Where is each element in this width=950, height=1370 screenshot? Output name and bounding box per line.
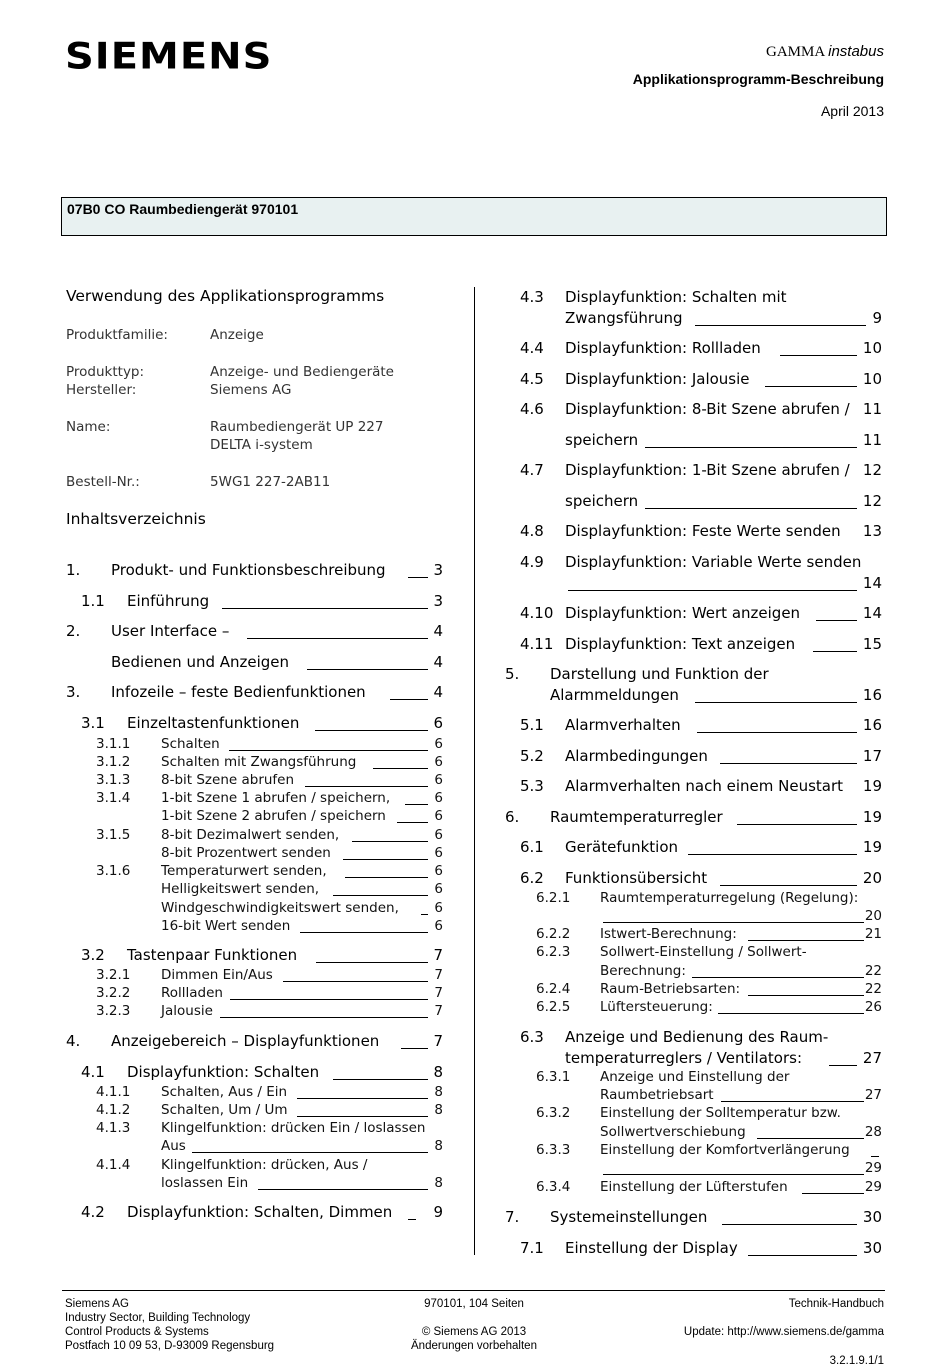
- footer-company: Siemens AG: [65, 1298, 129, 1310]
- toc-entry[interactable]: [0, 430, 950, 450]
- toc-entry-number: 4.11: [520, 635, 554, 653]
- toc-entry-number: 6.3.1: [536, 1069, 571, 1085]
- info-value: Raumbediengerät UP 227: [210, 419, 384, 435]
- toc-entry-title: Displayfunktion: Schalten: [127, 1063, 320, 1081]
- footer-update-link[interactable]: Update: http://www.siemens.de/gamma: [683, 1326, 884, 1338]
- toc-entry-number: 6.3.2: [536, 1105, 571, 1121]
- toc-page-number: 8: [434, 1102, 443, 1118]
- toc-page-number: 27: [864, 1087, 882, 1103]
- toc-entry-title: 1-bit Szene 1 abrufen / speichern,: [161, 790, 391, 806]
- info-label: Produkttyp:: [66, 364, 145, 380]
- document-title: 07B0 CO Raumbediengerät 970101: [67, 201, 299, 217]
- info-value: Anzeige: [210, 327, 264, 343]
- toc-page-number: 7: [434, 985, 443, 1001]
- toc-entry[interactable]: [0, 1207, 950, 1227]
- toc-entry-number: 2.: [66, 622, 81, 640]
- toc-entry-title: Displayfunktion: Schalten mit: [565, 288, 787, 306]
- toc-entry-title: Raumtemperaturregelung (Regelung):: [600, 890, 859, 906]
- toc-page-number: 22: [864, 963, 882, 979]
- toc-entry-number: 4.1.1: [96, 1084, 131, 1100]
- toc-entry[interactable]: [0, 1123, 950, 1141]
- toc-page-number: 14: [862, 604, 882, 622]
- toc-entry-title: Windgeschwindigkeitswert senden,: [161, 900, 399, 916]
- toc-entry-title: Temperaturwert senden,: [161, 863, 327, 879]
- toc-entry-title: Displayfunktion: Variable Werte senden: [565, 553, 862, 571]
- toc-entry[interactable]: [0, 807, 950, 827]
- toc-page-number: 12: [862, 492, 882, 510]
- toc-leader-line: [829, 1065, 857, 1066]
- toc-entry-number: 4.8: [520, 522, 544, 540]
- toc-page-number: 3: [433, 592, 443, 610]
- footer-disclaimer: Änderungen vorbehalten: [411, 1340, 537, 1352]
- toc-leader-line: [737, 824, 857, 825]
- toc-entry-title: Anzeigebereich – Displayfunktionen: [111, 1032, 380, 1050]
- toc-entry-title: temperaturreglers / Ventilators:: [565, 1049, 803, 1067]
- info-label: Bestell-Nr.:: [66, 474, 140, 490]
- toc-entry-title: Anzeige und Einstellung der: [600, 1069, 790, 1085]
- toc-entry-title: Einstellung der Display: [565, 1239, 738, 1257]
- toc-entry-title: Displayfunktion: Jalousie: [565, 370, 750, 388]
- toc-entry[interactable]: [0, 943, 950, 961]
- toc-entry-number: 5.: [505, 665, 520, 683]
- toc-entry-number: 3.2: [81, 946, 105, 964]
- toc-entry-title: loslassen Ein: [161, 1175, 249, 1191]
- toc-leader-line: [748, 995, 864, 996]
- toc-entry-number: 3.2.1: [96, 967, 131, 983]
- toc-entry-title: Raumbetriebsart: [600, 1087, 714, 1103]
- toc-entry[interactable]: [0, 1141, 950, 1159]
- toc-page-number: 13: [862, 522, 882, 540]
- toc-page-number: 6: [434, 754, 443, 770]
- toc-entry-number: 3.1: [81, 714, 105, 732]
- info-value: 5WG1 227-2AB11: [210, 474, 331, 490]
- toc-entry-title: Helligkeitswert senden,: [161, 881, 320, 897]
- toc-entry-title: Displayfunktion: Rollladen: [565, 339, 761, 357]
- toc-entry-title: Alarmverhalten: [565, 716, 681, 734]
- footer-doc-number: 970101, 104 Seiten: [424, 1298, 524, 1310]
- info-value: DELTA i-system: [210, 437, 313, 453]
- toc-entry[interactable]: [0, 287, 950, 307]
- toc-page-number: 16: [862, 686, 882, 704]
- toc-entry[interactable]: [0, 746, 950, 766]
- toc-entry-number: 7.: [505, 1208, 520, 1226]
- toc-entry-title: Systemeinstellungen: [550, 1208, 708, 1226]
- toc-entry[interactable]: [0, 1238, 950, 1258]
- toc-entry[interactable]: [0, 1027, 950, 1047]
- toc-entry-title: Sollwert-Einstellung / Sollwert-: [600, 944, 807, 960]
- toc-entry-number: 6.2.4: [536, 981, 571, 997]
- toc-leader-line: [720, 763, 857, 764]
- footer-copyright: © Siemens AG 2013: [421, 1326, 527, 1338]
- toc-page-number: 30: [862, 1239, 882, 1257]
- toc-page-number: 8: [434, 1084, 443, 1100]
- toc-entry-number: 4.6: [520, 400, 544, 418]
- toc-entry-title: Lüftersteuerung:: [600, 999, 713, 1015]
- toc-page-number: 30: [862, 1208, 882, 1226]
- toc-page-number: 6: [434, 736, 443, 752]
- toc-entry-number: 6.2.3: [536, 944, 571, 960]
- toc-entry-title: User Interface –: [111, 622, 230, 640]
- toc-leader-line: [748, 940, 864, 941]
- toc-entry[interactable]: [0, 685, 950, 705]
- toc-entry-title: Aus: [161, 1138, 186, 1154]
- toc-leader-line: [695, 702, 857, 703]
- toc-leader-line: [645, 447, 857, 448]
- toc-page-number: 7: [433, 1032, 443, 1050]
- toc-entry-number: 3.: [66, 683, 81, 701]
- toc-page-number: 16: [862, 716, 882, 734]
- toc-entry-number: 6.3.4: [536, 1179, 571, 1195]
- toc-entry-title: 8-bit Prozentwert senden: [161, 845, 331, 861]
- toc-entry-title: Einstellung der Solltemperatur bzw.: [600, 1105, 841, 1121]
- toc-entry-number: 6.2: [520, 869, 544, 887]
- toc-heading: Inhaltsverzeichnis: [66, 510, 206, 528]
- brand-prefix: GAMMA: [766, 44, 825, 60]
- toc-leader-line: [720, 885, 857, 886]
- toc-entry-number: 6.2.2: [536, 926, 571, 942]
- toc-entry-title: Jalousie: [161, 1003, 213, 1019]
- toc-page-number: 6: [434, 845, 443, 861]
- toc-entry-number: 3.1.2: [96, 754, 131, 770]
- toc-entry-number: 4.3: [520, 288, 544, 306]
- toc-entry-number: 5.3: [520, 777, 544, 795]
- toc-entry-title: Einzeltastenfunktionen: [127, 714, 300, 732]
- toc-page-number: 7: [434, 1003, 443, 1019]
- toc-leader-line: [748, 1255, 857, 1256]
- toc-page-number: 6: [434, 918, 443, 934]
- toc-page-number: 6: [434, 790, 443, 806]
- toc-entry-number: 4.2: [81, 1203, 105, 1221]
- toc-page-number: 19: [862, 808, 882, 826]
- toc-entry-title: 8-bit Szene abrufen: [161, 772, 295, 788]
- toc-page-number: 21: [864, 926, 882, 942]
- toc-entry[interactable]: [0, 868, 950, 888]
- toc-leader-line: [757, 1138, 864, 1139]
- toc-page-number: 6: [434, 863, 443, 879]
- toc-page-number: 11: [862, 400, 882, 418]
- toc-entry-number: 3.2.3: [96, 1003, 131, 1019]
- info-label: Produktfamilie:: [66, 327, 168, 343]
- toc-entry-title: Schalten: [161, 736, 220, 752]
- toc-page-number: 6: [434, 900, 443, 916]
- toc-leader-line: [722, 1224, 857, 1225]
- document-title-box: [61, 197, 887, 236]
- toc-leader-line: [645, 508, 857, 509]
- toc-page-number: 15: [862, 635, 882, 653]
- toc-entry-number: 4.5: [520, 370, 544, 388]
- toc-page-number: 22: [864, 981, 882, 997]
- toc-page-number: 28: [864, 1124, 882, 1140]
- toc-leader-line: [688, 854, 857, 855]
- toc-entry-number: 3.1.5: [96, 827, 131, 843]
- toc-entry-title: Schalten mit Zwangsführung: [161, 754, 357, 770]
- toc-page-number: 11: [862, 431, 882, 449]
- toc-page-number: 8: [434, 1138, 443, 1154]
- footer-divider: [62, 1290, 885, 1291]
- toc-leader-line: [765, 386, 857, 387]
- footer-sector: Industry Sector, Building Technology: [65, 1312, 251, 1324]
- toc-entry-title: Raumtemperaturregler: [550, 808, 723, 826]
- toc-page-number: 4: [433, 622, 443, 640]
- toc-entry-title: Displayfunktion: Wert anzeigen: [565, 604, 801, 622]
- toc-page-number: 3: [433, 561, 443, 579]
- toc-entry[interactable]: [0, 907, 950, 925]
- toc-entry-title: Dimmen Ein/Aus: [161, 967, 273, 983]
- toc-entry[interactable]: [0, 1048, 950, 1068]
- toc-leader-line: [692, 977, 864, 978]
- toc-entry-title: Zwangsführung: [565, 309, 683, 327]
- info-value: Siemens AG: [210, 382, 292, 398]
- footer-address: Postfach 10 09 53, D-93009 Regensburg: [65, 1340, 275, 1352]
- toc-entry-title: Klingelfunktion: drücken, Aus /: [161, 1157, 368, 1173]
- toc-entry-number: 4.1: [81, 1063, 105, 1081]
- toc-entry-number: 6.3: [520, 1028, 544, 1046]
- toc-page-number: 19: [862, 838, 882, 856]
- toc-entry-title: Gerätefunktion: [565, 838, 679, 856]
- toc-entry-number: 4.: [66, 1032, 81, 1050]
- toc-entry-number: 6.: [505, 808, 520, 826]
- toc-entry[interactable]: [0, 664, 950, 684]
- toc-page-number: 20: [862, 869, 882, 887]
- toc-entry-title: Darstellung und Funktion der: [550, 665, 769, 683]
- toc-leader-line: [695, 325, 866, 326]
- toc-leader-line: [603, 1174, 864, 1175]
- toc-page-number: 4: [433, 653, 443, 671]
- toc-entry-number: 5.1: [520, 716, 544, 734]
- toc-entry-title: Einstellung der Komfortverlängerung: [600, 1142, 850, 1158]
- toc-page-number: 10: [862, 339, 882, 357]
- toc-page-number: 29: [864, 1179, 882, 1195]
- toc-entry-title: Einführung: [127, 592, 210, 610]
- toc-entry-number: 4.9: [520, 553, 544, 571]
- toc-entry-title: 16-bit Wert senden: [161, 918, 291, 934]
- toc-entry[interactable]: [0, 1104, 950, 1122]
- toc-entry-number: 3.1.1: [96, 736, 131, 752]
- brand-suffix: instabus: [828, 43, 884, 60]
- info-label: Hersteller:: [66, 382, 137, 398]
- toc-entry-title: 8-bit Dezimalwert senden,: [161, 827, 340, 843]
- info-label: Name:: [66, 419, 111, 435]
- toc-entry[interactable]: [0, 369, 950, 389]
- toc-entry[interactable]: [0, 998, 950, 1016]
- toc-leader-line: [871, 1156, 879, 1157]
- toc-leader-line: [220, 1017, 428, 1018]
- toc-entry-title: Infozeile – feste Bedienfunktionen: [111, 683, 366, 701]
- toc-entry[interactable]: [0, 715, 950, 735]
- brand-name: [766, 43, 884, 61]
- toc-page-number: 20: [864, 908, 882, 924]
- toc-leader-line: [343, 859, 428, 860]
- toc-entry-number: 6.1: [520, 838, 544, 856]
- toc-entry-number: 3.1.4: [96, 790, 131, 806]
- toc-entry-number: 4.1.4: [96, 1157, 131, 1173]
- toc-page-number: 10: [862, 370, 882, 388]
- toc-entry-title: Einstellung der Lüfterstufen: [600, 1179, 788, 1195]
- toc-entry-number: 3.1.3: [96, 772, 131, 788]
- toc-entry-title: Rollladen: [161, 985, 223, 1001]
- toc-leader-line: [603, 922, 864, 923]
- toc-page-number: 14: [862, 574, 882, 592]
- toc-entry[interactable]: [0, 1159, 950, 1177]
- toc-entry-title: 1-bit Szene 2 abrufen / speichern: [161, 808, 386, 824]
- toc-leader-line: [405, 804, 428, 805]
- toc-entry[interactable]: [0, 399, 950, 419]
- toc-entry[interactable]: [0, 925, 950, 943]
- toc-entry-number: 3.1.6: [96, 863, 131, 879]
- toc-entry[interactable]: [0, 460, 950, 480]
- toc-entry[interactable]: [0, 962, 950, 980]
- toc-entry[interactable]: [0, 521, 950, 541]
- toc-page-number: 6: [434, 827, 443, 843]
- toc-entry-title: Displayfunktion: Schalten, Dimmen: [127, 1203, 393, 1221]
- toc-entry-title: speichern: [565, 492, 639, 510]
- toc-entry-title: Raum-Betriebsarten:: [600, 981, 741, 997]
- toc-entry[interactable]: [0, 552, 950, 572]
- toc-page-number: 19: [862, 777, 882, 795]
- toc-entry-number: 1.: [66, 561, 81, 579]
- toc-entry-title: Schalten, Aus / Ein: [161, 1084, 288, 1100]
- toc-leader-line: [780, 355, 857, 356]
- toc-entry-title: Sollwertverschiebung: [600, 1124, 746, 1140]
- toc-entry-title: Displayfunktion: Feste Werte senden: [565, 522, 841, 540]
- document-date: April 2013: [820, 103, 884, 119]
- toc-page-number: 4: [433, 683, 443, 701]
- toc-leader-line: [568, 590, 857, 591]
- toc-entry-title: speichern: [565, 431, 639, 449]
- toc-entry-number: 6.2.1: [536, 890, 571, 906]
- toc-entry-title: Berechnung:: [600, 963, 686, 979]
- toc-entry[interactable]: [0, 776, 950, 796]
- toc-leader-line: [718, 1013, 864, 1014]
- toc-entry-number: 6.3.3: [536, 1142, 571, 1158]
- footer-division: Control Products & Systems: [65, 1326, 209, 1338]
- toc-entry-title: Klingelfunktion: drücken Ein / loslassen: [161, 1120, 426, 1136]
- toc-page-number: 6: [434, 881, 443, 897]
- toc-page-number: 7: [433, 946, 443, 964]
- toc-entry-number: 4.10: [520, 604, 554, 622]
- toc-leader-line: [373, 768, 428, 769]
- toc-entry-title: Tastenpaar Funktionen: [127, 946, 298, 964]
- toc-entry-number: 4.1.3: [96, 1120, 131, 1136]
- toc-entry-number: 5.2: [520, 747, 544, 765]
- toc-entry-number: 1.1: [81, 592, 105, 610]
- toc-entry[interactable]: [0, 1068, 950, 1086]
- toc-page-number: 6: [433, 714, 443, 732]
- toc-entry-title: Funktionsübersicht: [565, 869, 708, 887]
- toc-entry[interactable]: [0, 837, 950, 857]
- toc-leader-line: [816, 620, 857, 621]
- toc-page-number: 8: [434, 1175, 443, 1191]
- toc-entry-title: Bedienen und Anzeigen: [111, 653, 290, 671]
- toc-entry-number: 7.1: [520, 1239, 544, 1257]
- toc-entry[interactable]: [0, 308, 950, 328]
- toc-entry[interactable]: [0, 573, 950, 593]
- toc-page-number: 29: [864, 1160, 882, 1176]
- toc-entry-number: 3.2.2: [96, 985, 131, 1001]
- toc-page-number: 12: [862, 461, 882, 479]
- toc-entry-title: Produkt- und Funktionsbeschreibung: [111, 561, 386, 579]
- info-value: Anzeige- und Bediengeräte: [210, 364, 394, 380]
- toc-entry-number: 4.1.2: [96, 1102, 131, 1118]
- toc-entry-title: Anzeige und Bedienung des Raum-: [565, 1028, 829, 1046]
- toc-entry-title: Displayfunktion: 1-Bit Szene abrufen /: [565, 461, 850, 479]
- toc-page-number: 7: [434, 967, 443, 983]
- toc-page-number: 27: [862, 1049, 882, 1067]
- toc-page-number: 8: [433, 1063, 443, 1081]
- toc-entry-number: 6.2.5: [536, 999, 571, 1015]
- toc-leader-line: [697, 732, 857, 733]
- toc-entry-number: 4.4: [520, 339, 544, 357]
- toc-page-number: 17: [862, 747, 882, 765]
- usage-heading: Verwendung des Applikationsprogramms: [66, 287, 385, 305]
- footer-manual-type: Technik-Handbuch: [788, 1298, 884, 1310]
- toc-entry-title: Schalten, Um / Um: [161, 1102, 288, 1118]
- toc-page-number: 26: [864, 999, 882, 1015]
- toc-entry[interactable]: [0, 603, 950, 623]
- toc-entry-title: Displayfunktion: 8-Bit Szene abrufen /: [565, 400, 850, 418]
- toc-entry[interactable]: [0, 634, 950, 654]
- toc-page-number: 9: [872, 309, 882, 327]
- toc-leader-line: [802, 1193, 864, 1194]
- toc-entry-title: Displayfunktion: Text anzeigen: [565, 635, 796, 653]
- toc-entry[interactable]: [0, 1178, 950, 1196]
- toc-entry-title: Alarmbedingungen: [565, 747, 708, 765]
- toc-entry-number: 4.7: [520, 461, 544, 479]
- document-type: Applikationsprogramm-Beschreibung: [632, 71, 884, 87]
- toc-page-number: 6: [434, 772, 443, 788]
- toc-entry-title: Alarmverhalten nach einem Neustart: [565, 777, 844, 795]
- toc-page-number: 6: [434, 808, 443, 824]
- siemens-logo: SIEMENS: [65, 35, 273, 78]
- toc-entry[interactable]: [0, 491, 950, 511]
- footer-page-code: 3.2.1.9.1/1: [829, 1355, 884, 1367]
- toc-leader-line: [813, 651, 857, 652]
- toc-entry[interactable]: [0, 1086, 950, 1104]
- toc-page-number: 9: [433, 1203, 443, 1221]
- toc-entry[interactable]: [0, 980, 950, 998]
- toc-entry[interactable]: [0, 889, 950, 907]
- toc-entry-title: Alarmmeldungen: [550, 686, 679, 704]
- toc-entry-title: Istwert-Berechnung:: [600, 926, 737, 942]
- toc-entry[interactable]: [0, 338, 950, 358]
- toc-leader-line: [721, 1101, 864, 1102]
